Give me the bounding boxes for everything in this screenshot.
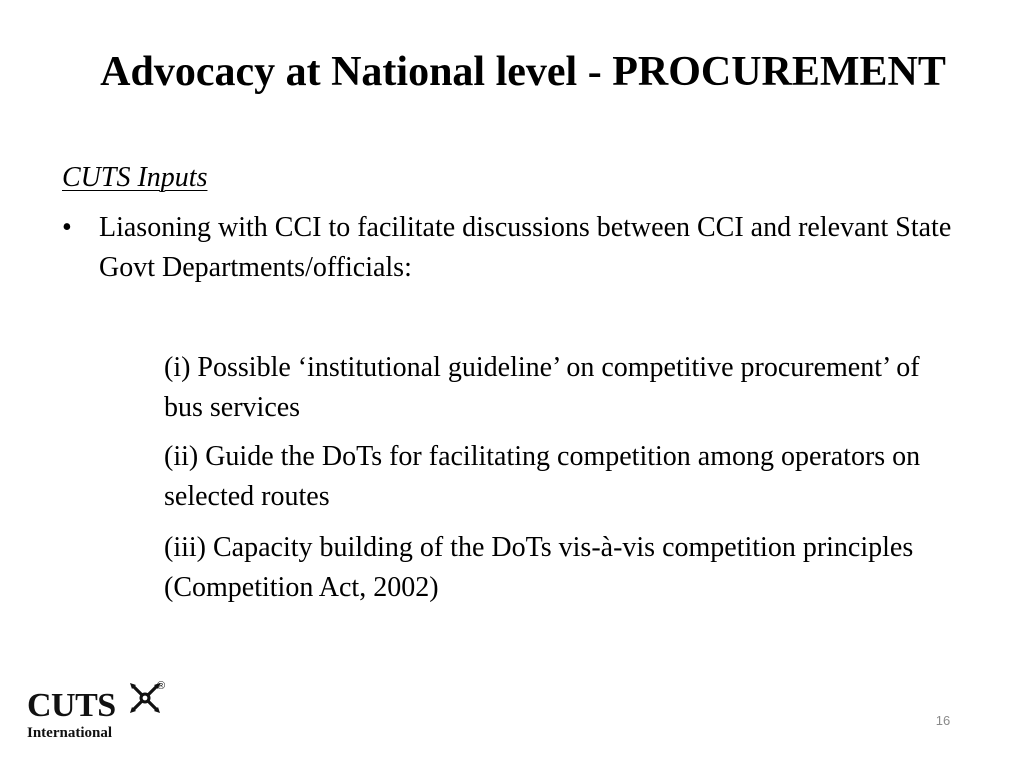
logo-subtitle: International bbox=[27, 725, 113, 741]
bullet-dot: • bbox=[62, 212, 72, 243]
cuts-logo bbox=[27, 680, 177, 744]
sub-item-3: (iii) Capacity building of the DoTs vis-à-vis competition principles (Competition Act, 2002) bbox=[164, 532, 914, 603]
registered-mark: ® bbox=[157, 680, 166, 692]
sub-item-2: (ii) Guide the DoTs for facilitating competition among operators on selected routes bbox=[164, 441, 921, 512]
bullet-item bbox=[62, 208, 962, 288]
page-number: 16 bbox=[935, 713, 951, 728]
logo-wordmark: CUTS bbox=[27, 687, 116, 724]
section-heading: CUTS Inputs bbox=[62, 162, 208, 193]
sub-item-1: (i) Possible ‘institutional guideline’ on competitive procurement’ of bus services bbox=[164, 352, 920, 423]
bullet-text: Liasoning with CCI to facilitate discussions between CCI and relevant State Govt Departments/officials: bbox=[99, 212, 952, 283]
slide-title: Advocacy at National level - PROCUREMENT bbox=[100, 49, 946, 95]
